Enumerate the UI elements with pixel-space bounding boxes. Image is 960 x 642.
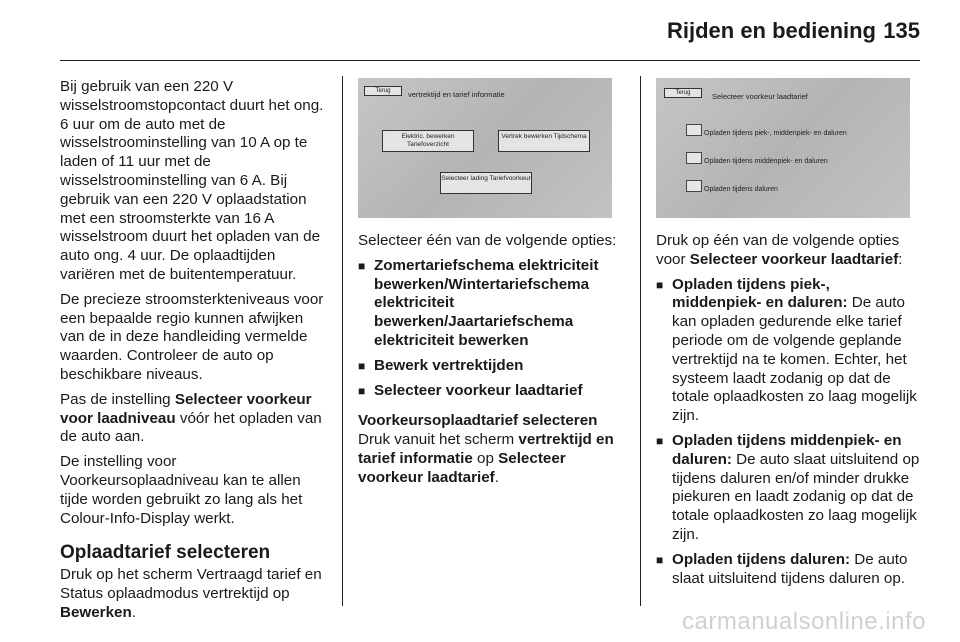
page-number: 135 [883,18,920,43]
list-item [358,257,624,351]
column-divider [640,76,641,606]
paragraph [358,431,624,487]
list-item [358,382,624,401]
list-item [656,432,922,545]
text: . [494,468,499,486]
screen-button-select-charge: Selecteer lading Tariefvoorkeur [440,172,532,194]
paragraph [60,566,326,622]
screen-button-edit-departure: Vertrek bewerken Tijdschema [498,130,590,152]
subheading: Voorkeursoplaadtarief selecteren [358,412,598,430]
page-title: Rijden en bediening [666,18,876,43]
text: Druk op één van de volgende opties voor [656,232,900,268]
text: De auto kan opladen gedurende elke tarief periode om de volgende geplande vertrektijd na te komen. Echter, het systeem laadt zodanig op dat de totale oplaadkosten zo laag mogelijk zijn. [672,294,917,425]
screen-button-edit-tariff: Elektric. bewerken Tariefoverzicht [382,130,474,152]
option-list [656,276,922,589]
paragraph: Bij gebruik van een 220 V wisselstroomstopcontact duurt het ong. 6 uur om de auto met de wisselstroominstelling van 10 A op te laden of 11 uur met de wisselstroominstelling van 6 A. Bij gebruik van een 220 V oplaadstation met een stroomsterkte van 16 A wisselstroom duurt het opladen van de auto ong. 4 uur. De oplaadtijden variëren met de buitentemperatuur. [60,78,324,283]
paragraph [656,232,922,270]
bold-text: Opladen tijdens middenpiek- en daluren: [672,431,902,468]
text: vóór het opladen van de auto aan. [60,409,322,446]
screen-title: vertrektijd en tarief informatie [408,90,505,99]
text: : [898,250,903,268]
list-item [358,357,624,376]
bold-text: Selecteer voorkeur laadtarief [689,250,899,268]
paragraph: Selecteer één van de volgende opties: [358,232,617,249]
text: Pas de instelling [60,390,175,408]
text: De auto slaat uitsluitend tijdens daluren op. [672,550,908,587]
bold-text: Bewerk vertrektijden [374,356,524,374]
section-heading: Oplaadtarief selecteren [60,542,271,564]
column-divider [342,76,343,606]
header-rule [60,60,920,61]
bold-text: Opladen tijdens piek-, middenpiek- en daluren: [672,275,848,312]
checkbox-icon [686,124,702,136]
screen-image-charge-preference [656,78,910,218]
paragraph: De instelling voor Voorkeursoplaadniveau kan te allen tijde worden gebruikt zo lang als het Colour-Info-Display werkt. [60,453,303,527]
bold-text: vertrektijd en tarief informatie [358,431,614,467]
list-item [656,551,922,589]
back-button: Terug [364,86,402,96]
text: . [131,603,136,621]
screen-image-tariff-info [358,78,612,218]
option-label: Opladen tijdens daluren [704,186,778,193]
column-2 [358,78,624,494]
text: De auto slaat uitsluitend op tijdens daluren en/of minder drukke piekuren en laadt zodanig op dat de totale oplaadkosten zo laag mogelijk zijn. [672,450,920,543]
checkbox-icon [686,180,702,192]
option-label: Opladen tijdens piek-, middenpiek- en daluren [704,130,847,137]
page-header [0,0,960,60]
column-1 [60,78,326,629]
bold-text: Selecteer voorkeur laadtarief [374,381,583,399]
bold-text: Bewerken [60,603,132,621]
bold-text: Zomertariefschema elektriciteit bewerken/Wintertariefschema elektriciteit bewerken/Jaartariefschema elektriciteit bewerken [374,256,599,349]
text: Druk vanuit het scherm [358,431,519,449]
watermark: carmanualsonline.info [682,608,926,635]
paragraph: De precieze stroomsterkteniveaus voor een bepaalde regio kunnen afwijken van de in deze handleiding vermelde waarden. Controleer de auto op beschikbare niveaus. [60,290,324,383]
list-item [656,276,922,426]
bold-text: Selecteer voorkeur laadtarief [358,449,566,486]
checkbox-icon [686,152,702,164]
text: Druk op het scherm Vertraagd tarief en Status oplaadmodus vertrektijd op [60,566,322,603]
column-3 [656,78,922,594]
back-button: Terug [664,88,702,98]
text: op [472,449,499,467]
screen-title: Selecteer voorkeur laadtarief [712,92,808,101]
bold-text: Opladen tijdens daluren: [672,550,851,568]
option-list [358,257,624,401]
bold-text: Selecteer voorkeur voor laadniveau [60,390,312,427]
option-label: Opladen tijdens middenpiek- en daluren [704,158,828,165]
paragraph [60,391,326,447]
